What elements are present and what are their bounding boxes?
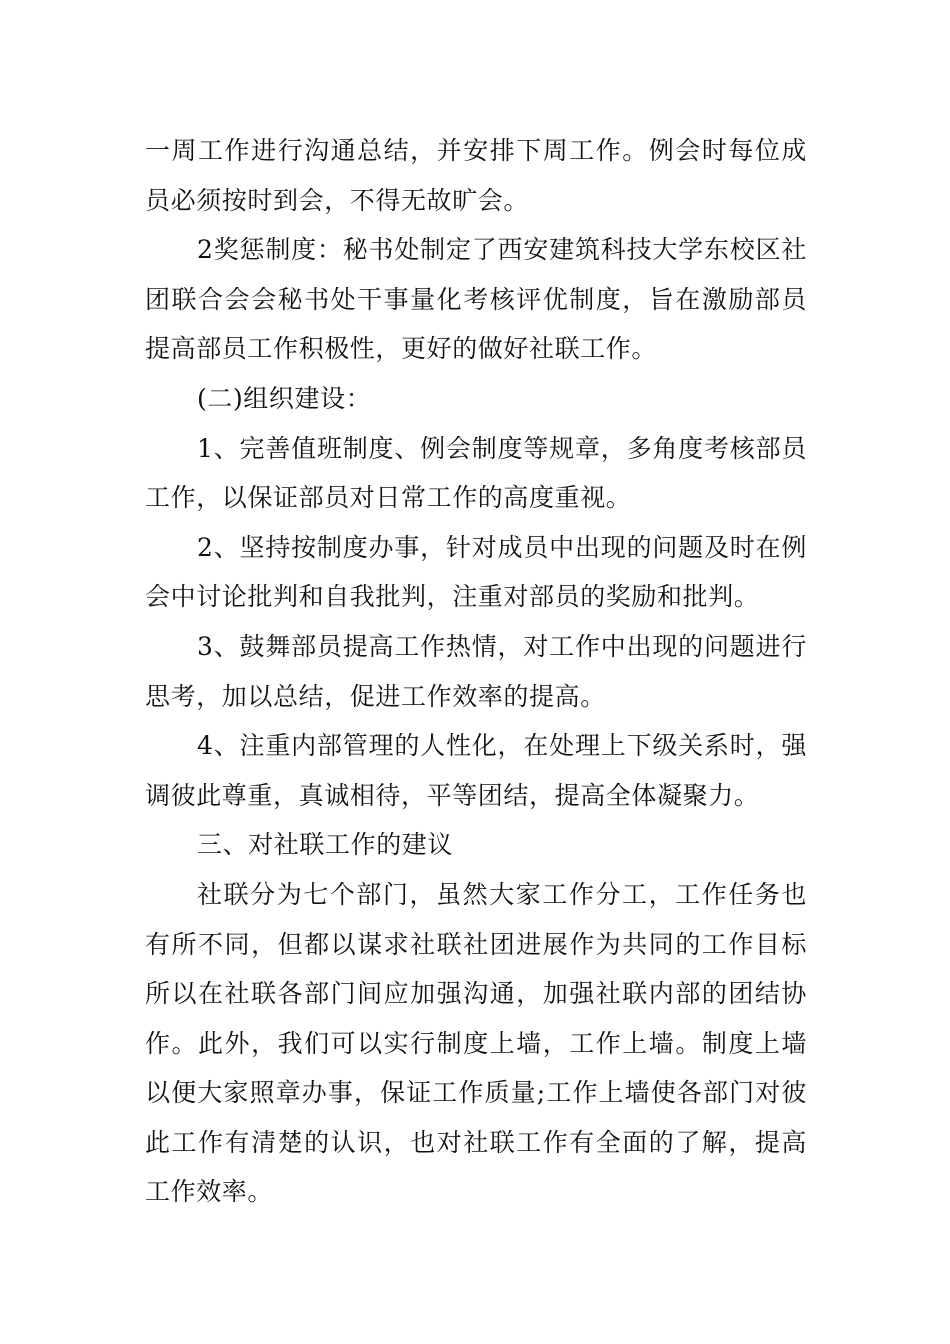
section-heading-organization: (二)组织建设：	[197, 383, 372, 413]
paragraph-continuation: 一周工作进行沟通总结，并安排下周工作。例会时每位成员必须按时到会，不得无故旷会。	[145, 136, 807, 215]
list-item-2: 2、坚持按制度办事，针对成员中出现的问题及时在例会中讨论批判和自我批判，注重对部员的奖励和批判。	[145, 532, 807, 612]
list-item-1: 1、完善值班制度、例会制度等规章，多角度考核部员工作，以保证部员对日常工作的高度重视。	[145, 433, 807, 513]
document-page	[145, 126, 807, 1217]
list-item-4: 4、注重内部管理的人性化，在处理上下级关系时，强调彼此尊重，真诚相待，平等团结，提高全体凝聚力。	[145, 731, 807, 810]
list-item-3: 3、鼓舞部员提高工作热情，对工作中出现的问题进行思考，加以总结，促进工作效率的提高。	[145, 631, 807, 711]
paragraph-reward-system: 2奖惩制度：秘书处制定了西安建筑科技大学东校区社团联合会会秘书处干事量化考核评优制度，旨在激励部员提高部员工作积极性，更好的做好社联工作。	[145, 235, 807, 364]
paragraph-suggestions: 社联分为七个部门，虽然大家工作分工，工作任务也有所不同，但都以谋求社联社团进展作为共同的工作目标所以在社联各部门间应加强沟通，加强社联内部的团结协作。此外，我们可以实行制度上墙，工作上墙。制度上墙以便大家照章办事，保证工作质量;工作上墙使各部门对彼此工作有清楚的认识，也对社联工作有全面的了解，提高工作效率。	[145, 879, 807, 1207]
section-heading-suggestions: 三、对社联工作的建议	[197, 830, 454, 860]
